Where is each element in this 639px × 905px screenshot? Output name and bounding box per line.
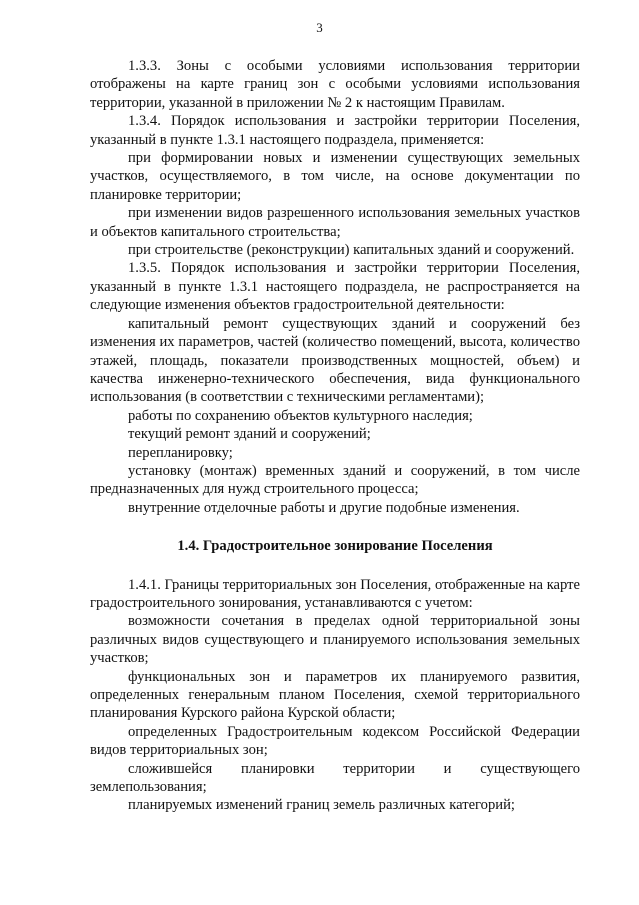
paragraph: 1.4.1. Границы территориальных зон Поселения, отображенные на карте градостроительного зонирования, устанавливаются с учетом: — [90, 576, 580, 611]
paragraph: 1.3.3. Зоны с особыми условиями использования территории отображены на карте границ зон с особыми условиями использования территории, указанной в приложении № 2 к настоящим Правилам. — [90, 58, 580, 111]
paragraph: установку (монтаж) временных зданий и сооружений, в том числе предназначенных для нужд строительного процесса; — [90, 462, 580, 498]
spacer — [90, 556, 580, 576]
section-heading: 1.4. Градостроительное зонирование Поселения — [177, 538, 493, 555]
paragraph: определенных Градостроительным кодексом Российской Федерации видов территориальных зон; — [90, 723, 580, 759]
paragraph: при строительстве (реконструкции) капитальных зданий и сооружений. — [128, 242, 575, 259]
spacer — [90, 517, 580, 537]
page-number: 3 — [316, 20, 323, 35]
paragraph: при изменении видов разрешенного использования земельных участков и объектов капитального строительства; — [90, 205, 580, 240]
paragraph: работы по сохранению объектов культурного наследия; — [128, 407, 473, 424]
paragraph: планируемых изменений границ земель различных категорий; — [128, 797, 515, 814]
document-body — [90, 57, 580, 815]
paragraph: перепланировку; — [128, 444, 233, 461]
paragraph: 1.3.4. Порядок использования и застройки территории Поселения, указанный в пункте 1.3.1 настоящего подраздела, применяется: — [90, 113, 580, 148]
paragraph: внутренние отделочные работы и другие подобные изменения. — [128, 499, 520, 516]
paragraph: капитальный ремонт существующих зданий и сооружений без изменения их параметров, частей (количество помещений, высота, количество этажей, площадь, показатели производственных мощностей, объем) и качества инженерно-технического обеспечения, вида функционального использования (в соответствии с техническими регламентами); — [90, 315, 580, 406]
paragraph: возможности сочетания в пределах одной территориальной зоны различных видов существующего и планируемого использования земельных участков; — [90, 613, 580, 667]
paragraph: 1.3.5. Порядок использования и застройки территории Поселения, указанный в пункте 1.3.1 настоящего подраздела, не распространяется на следующие изменения объектов градостроительной деятельности: — [90, 260, 580, 314]
paragraph: при формировании новых и изменении существующих земельных участков, осуществляемого, в том числе, на основе документации по планировке территории; — [90, 150, 580, 203]
paragraph: текущий ремонт зданий и сооружений; — [128, 426, 371, 443]
paragraph: сложившейся планировки территории и существующего землепользования; — [90, 760, 580, 796]
paragraph: функциональных зон и параметров их планируемого развития, определенных генеральным планом Поселения, схемой территориального планирования Курского района Курской области; — [90, 668, 580, 722]
